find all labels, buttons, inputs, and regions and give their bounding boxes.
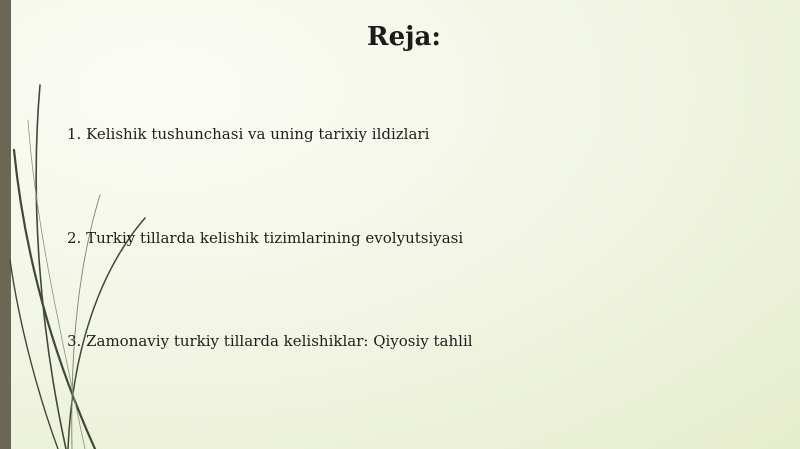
- grass-stroke: [10, 260, 58, 449]
- list-item: 2. Turkiy tillarda kelishik tizimlarining evolyutsiyasi: [67, 229, 464, 247]
- list-item: 1. Kelishik tushunchasi va uning tarixiy ildizlari: [67, 125, 430, 143]
- slide-title: Reja:: [366, 22, 441, 52]
- grass-stroke-decoration: [0, 0, 200, 449]
- grass-stroke: [14, 150, 95, 449]
- list-item: 3. Zamonaviy turkiy tillarda kelishiklar: Qiyosiy tahlil: [67, 332, 473, 350]
